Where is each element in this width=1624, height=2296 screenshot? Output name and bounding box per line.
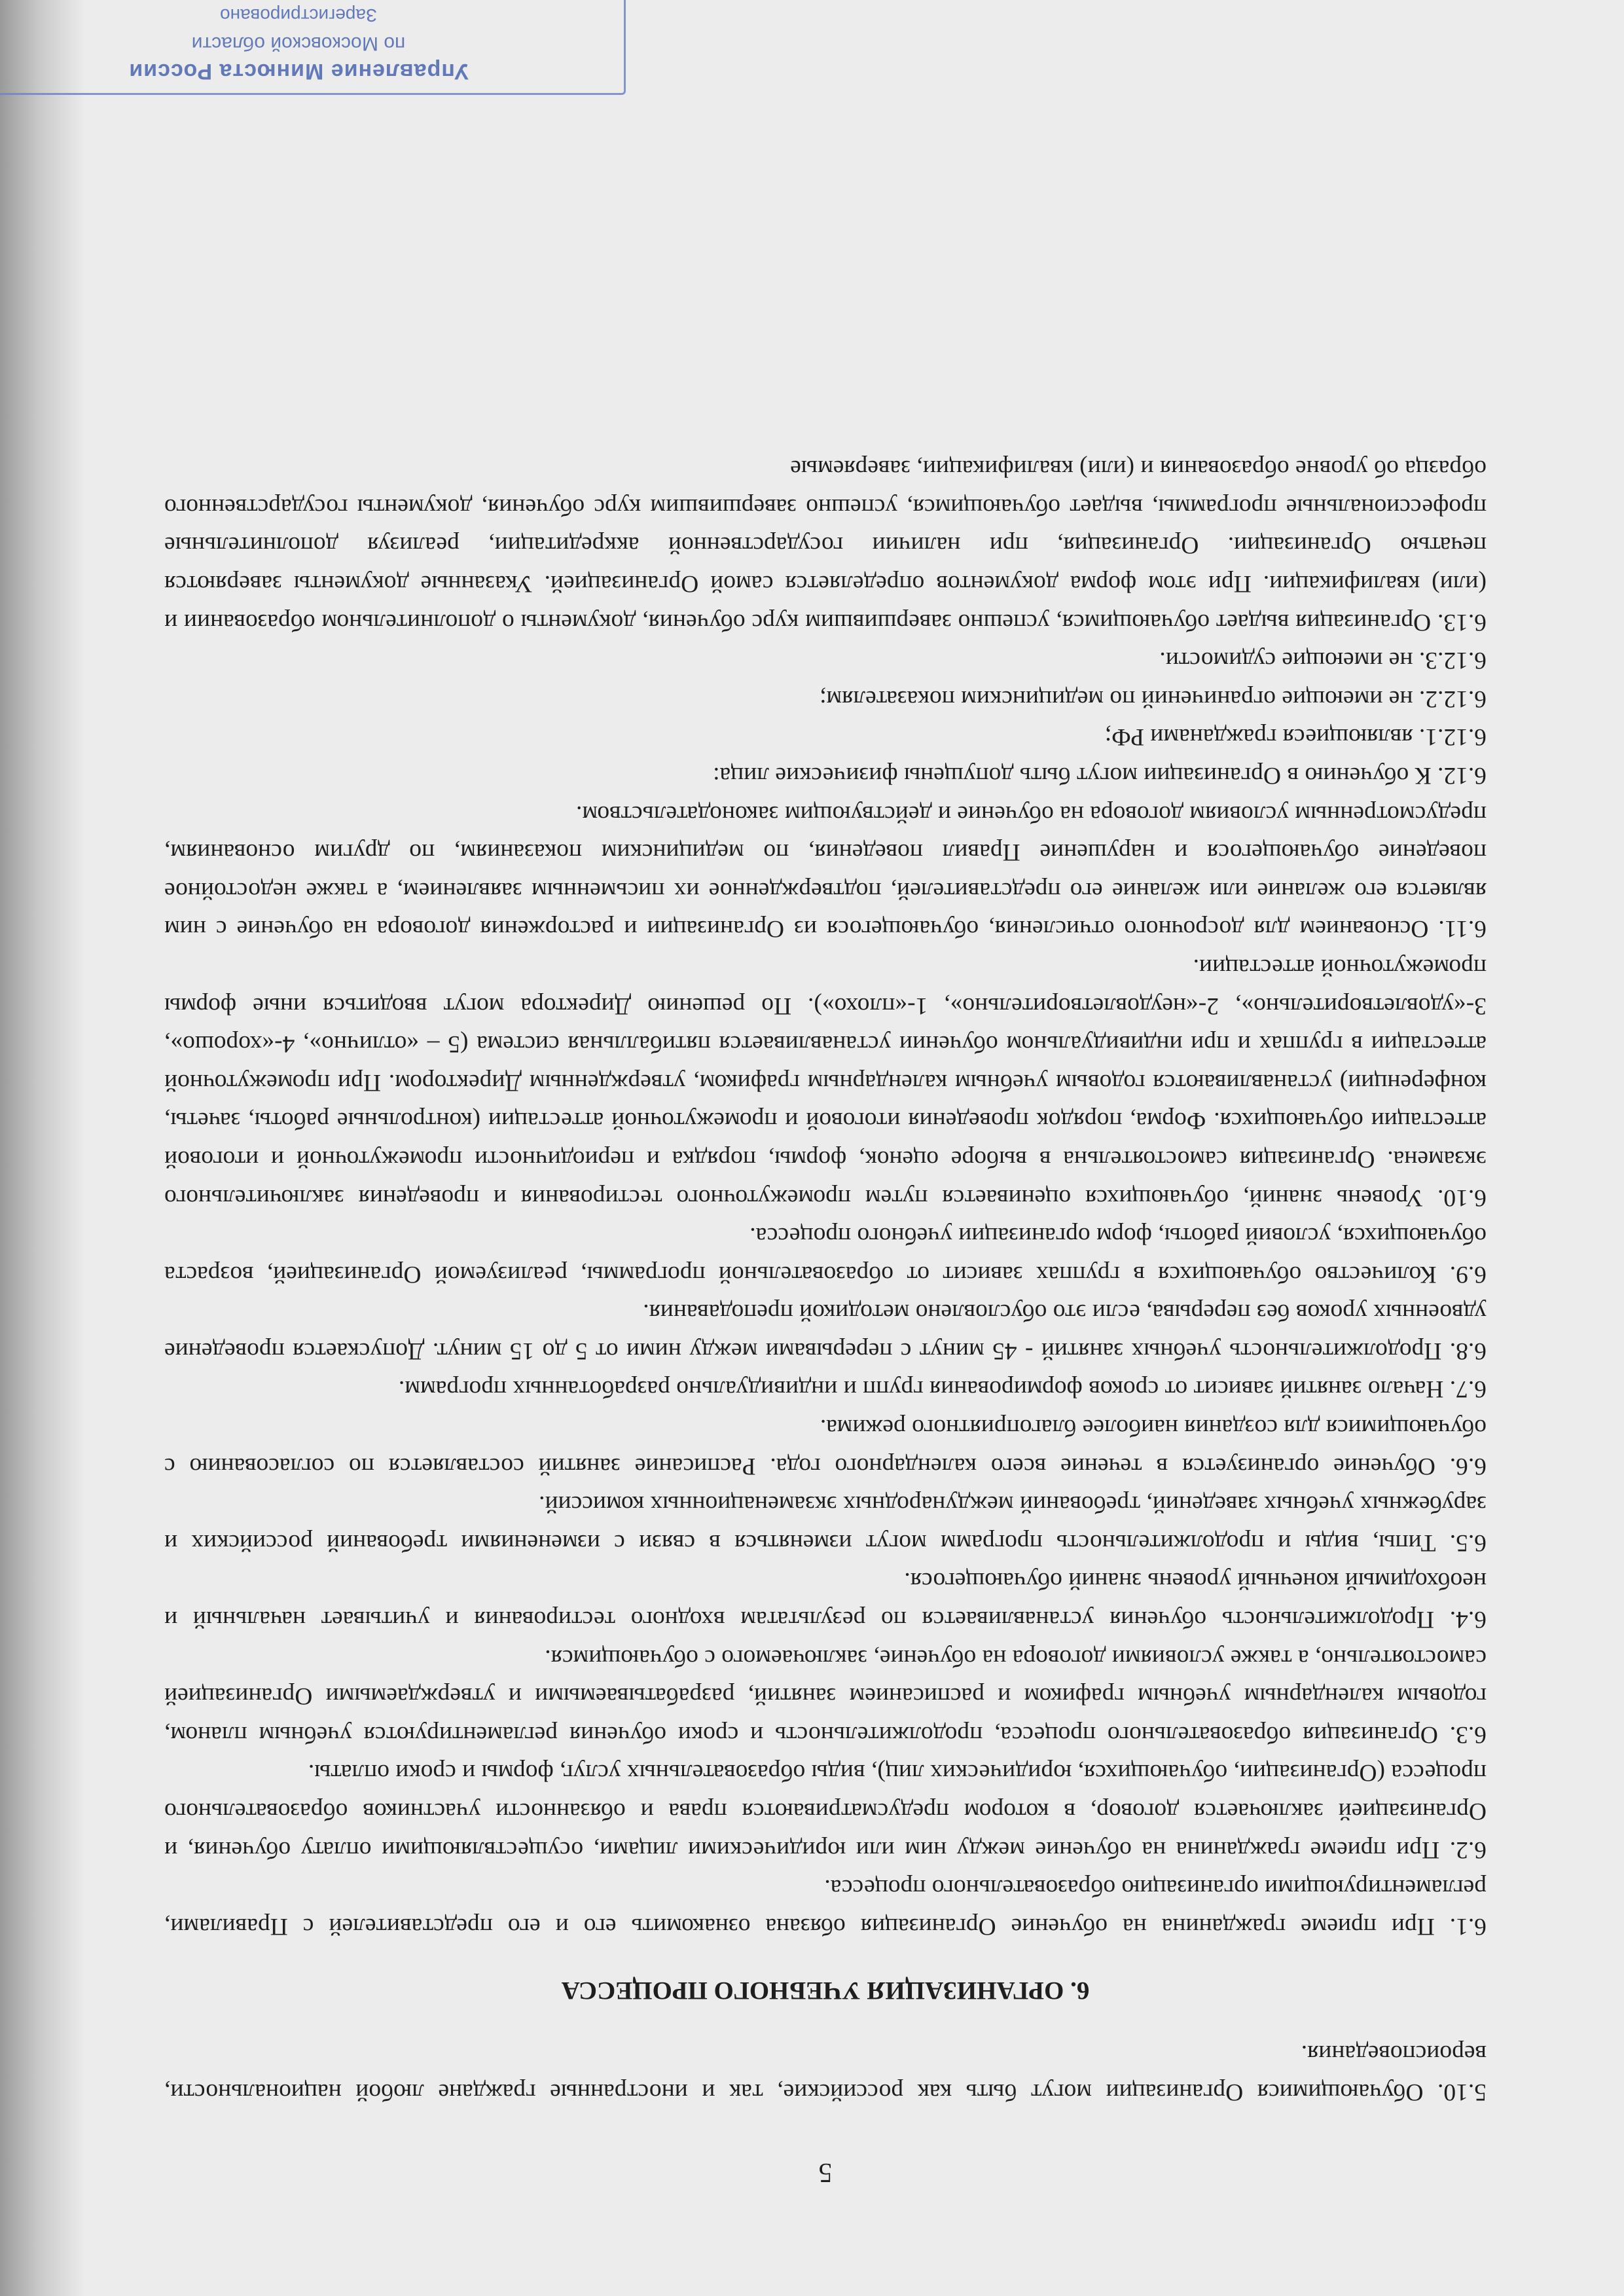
paragraph-6-12-3: 6.12.3. не имеющие судимости.: [1159, 647, 1487, 674]
paragraph-6-13: 6.13. Организация выдает обучающимся, успешно завершившим курс обучения, документы о дополнительном образовании и (или) квалификации. При этом форма документов определяется самой Организацией. Указанные документы заверяются печатью Организации. Организация, при наличии государственной аккредитации, реализуя дополнительные профессиональные программы, выдает обучающимся, успешно завершившим курс обучения, документы государственного образца об уровне образования и (или) квалификации, заверяемые: [164, 455, 1487, 636]
paragraph-6-10: 6.10. Уровень знаний, обучающихся оценивается путем промежуточного тестирования и проведения заключительного экзамена. Организация самостоятельна в выборе оценок, формы, порядка и периодичности промежуточной и итоговой аттестации обучающихся. Форма, порядок проведения итоговой и промежуточной аттестации (контрольные работы, зачеты, конференции) устанавливаются годовым учебным календарным графиком, утвержденным Директором. При промежуточной аттестации в группах и при индивидуальном обучении устанавливается пятибалльная система (5 – «отлично», 4-«хорошо», 3-«удовлетворительно», 2-«неудовлетворительно», 1-«плохо»). По решению Директора могут вводиться иные формы промежуточной аттестации.: [164, 953, 1487, 1211]
paragraph-6-12-1: 6.12.1. являющиеся гражданами РФ;: [1104, 723, 1487, 751]
stamp-authority: Управление Минюста России: [128, 59, 469, 84]
page-number: 5: [818, 2157, 833, 2187]
registration-stamp: [0, 0, 626, 95]
paragraph-6-5: 6.5. Типы, виды и продолжительность программ могут изменяться в связи с изменениями требований российских и зарубежных учебных заведений, требований международных экзаменационных комиссий.: [164, 1491, 1487, 1556]
paragraph-6-8: 6.8. Продолжительность учебных занятий - 45 минут с перерывами между ними от 5 до 15 минут. Допускается проведение удвоенных уроков без перерыва, если это обусловлено методикой преподавания.: [164, 1299, 1487, 1364]
paragraph-6-2: 6.2. При приеме гражданина на обучение между ним или юридическими лицами, осуществляющими оплату обучения, и Организацией заключается договор, в котором предусматриваются права и обязанности участников образовательного процесса (Организации, обучающихся, юридических лиц), виды образовательных услуг, формы и сроки оплаты.: [164, 1759, 1487, 1863]
page-content: [164, 449, 1487, 2188]
stamp-region: по Московской области: [191, 33, 406, 54]
paragraph-6-11: 6.11. Основанием для досрочного отчисления, обучающегося из Организации и расторжения договора на обучение с ним является его желание или желание его представителей, подтвержденное их письменным заявлением, а также недостойное поведение обучающегося и нарушение Правил поведения, по медицинским показаниям, по другим основаниям, предусмотренным условиям договора на обучение и действующим законодательством.: [164, 800, 1487, 943]
paragraph-6-7: 6.7. Начало занятий зависит от сроков формирования групп и индивидуально разработанных программ.: [398, 1376, 1487, 1403]
intro-paragraph: 5.10. Обучающимися Организации могут быть как российские, так и иностранные граждане любой национальности, вероисповедания.: [164, 2040, 1487, 2105]
paragraph-6-1: 6.1. При приеме гражданина на обучение Организация обязана ознакомить его и его представителей с Правилами, регламентирующими организацию образовательного процесса.: [164, 1874, 1487, 1940]
paragraph-6-6: 6.6. Обучение организуется в течение всего календарного года. Расписание занятий составляется по согласованию с обучающимися для создания наиболее благоприятного режима.: [164, 1414, 1487, 1480]
paragraph-6-3: 6.3. Организация образовательного процесса, продолжительность и сроки обучения регламентируются учебным планом, годовым календарным учебным графиком и расписанием занятий, разрабатываемыми и утверждаемыми Организацией самостоятельно, а также условиями договора на обучение, заключаемого с обучающимся.: [164, 1644, 1487, 1748]
paragraph-6-4: 6.4. Продолжительность обучения устанавливается по результатам входного тестирования и учитывает начальный и необходимый конечный уровень знаний обучающегося.: [164, 1567, 1487, 1633]
section-title: 6. ОРГАНИЗАЦИЯ УЧЕБНОГО ПРОЦЕССА: [561, 1976, 1090, 2005]
paragraph-6-12-2: 6.12.2. не имеющие ограничений по медицинским показателям;: [820, 685, 1487, 712]
paragraph-6-9: 6.9. Количество обучающихся в группах зависит от образовательной программы, реализуемой Организацией, возраста обучающихся, условий работы, форм организации учебного процесса.: [164, 1222, 1487, 1288]
stamp-registered: Зарегистрировано: [220, 5, 377, 26]
paragraph-6-12: 6.12. К обучению в Организации могут быть допущены физические лица:: [713, 762, 1487, 789]
